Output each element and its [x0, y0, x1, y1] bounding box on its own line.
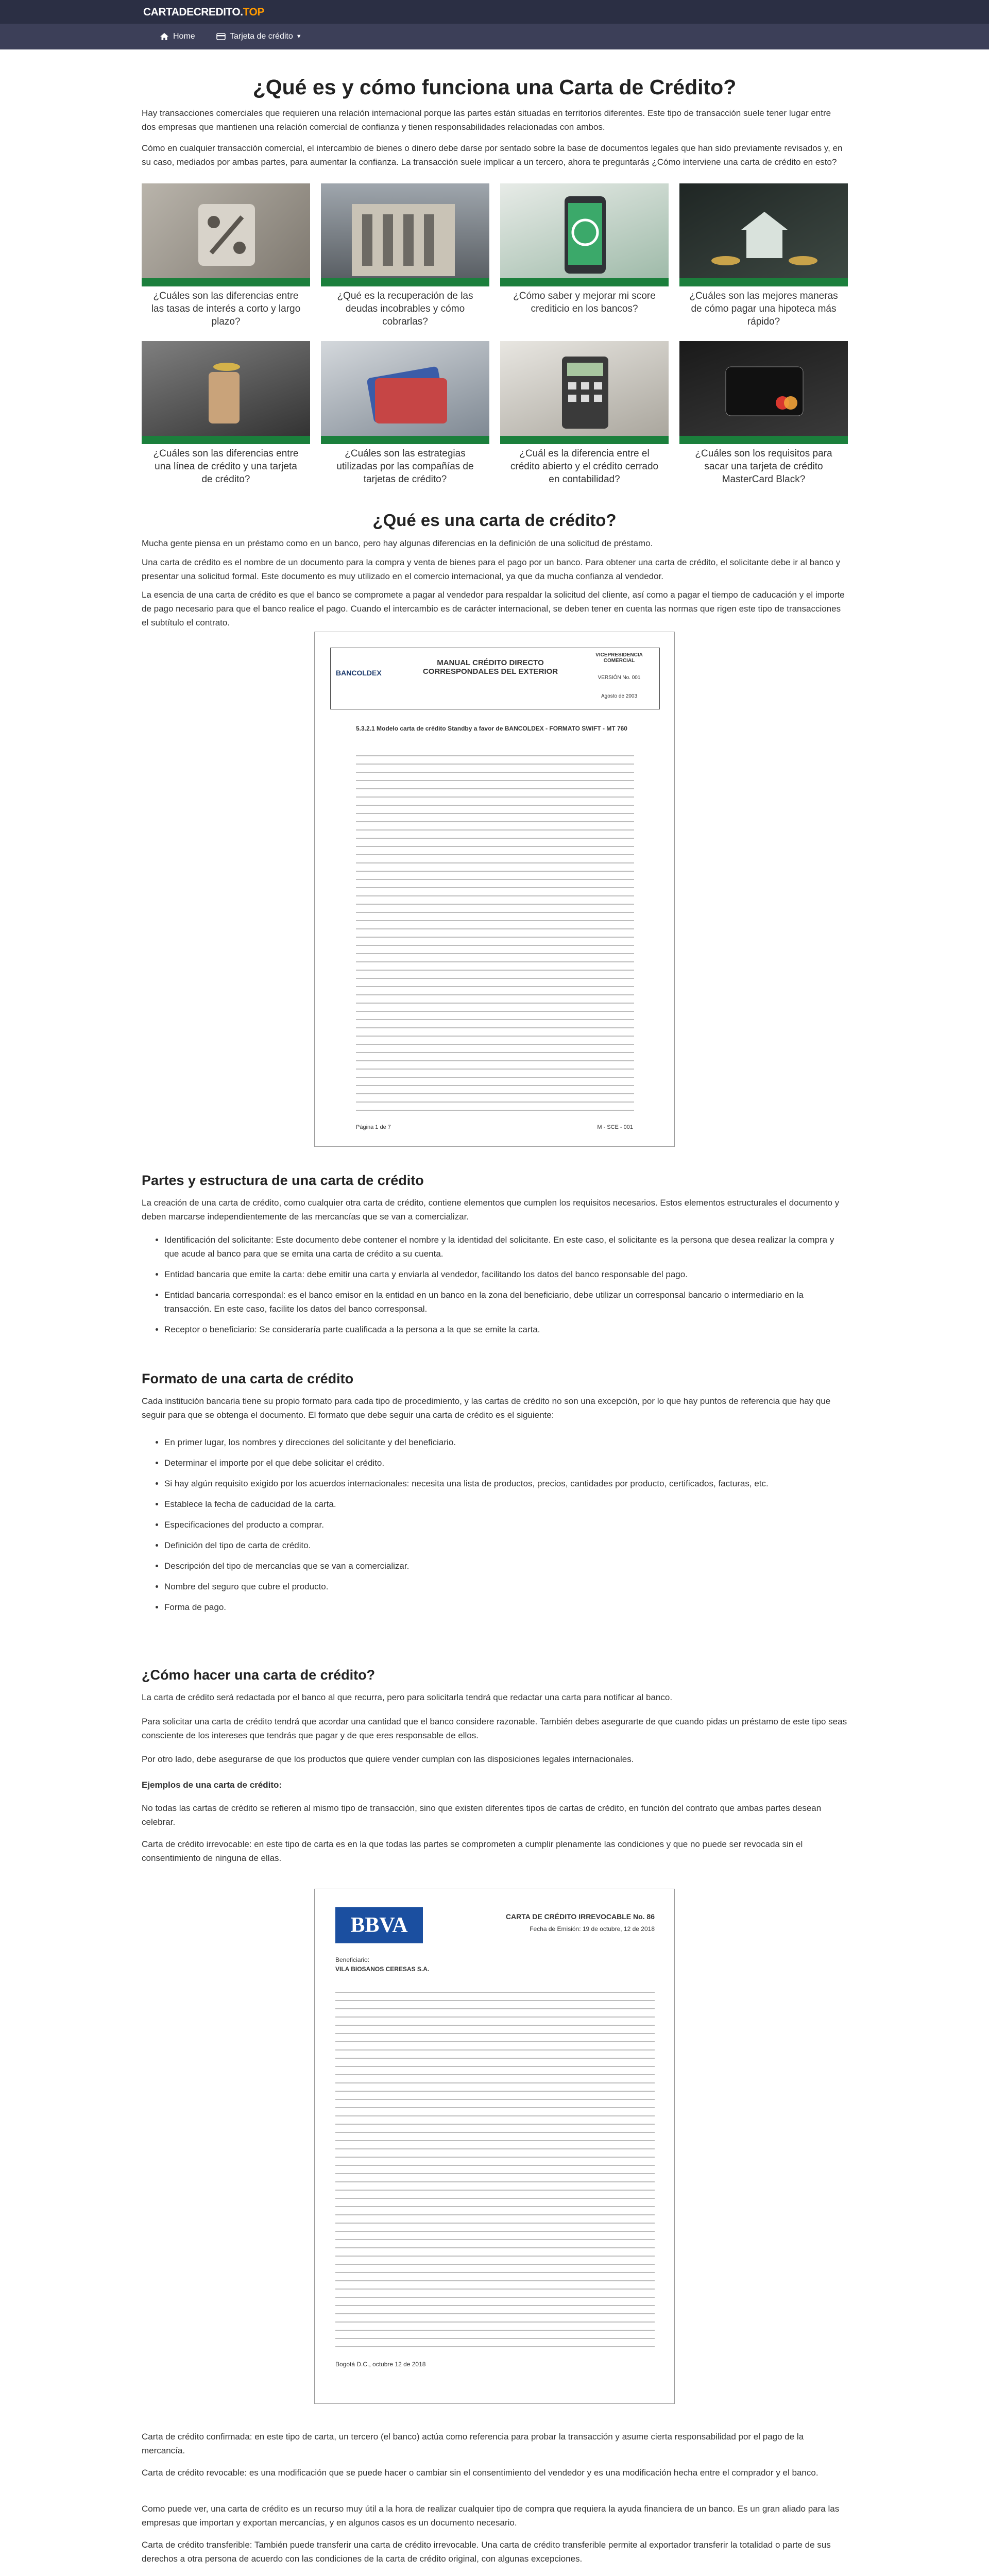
paragraph: Ejemplos de una carta de crédito: [142, 1780, 282, 1790]
bbva-logo: BBVA [335, 1907, 423, 1943]
list-item: • Forma de pago. [164, 1600, 847, 1614]
doc-body-text [335, 1987, 655, 2348]
list-item: • Establece la fecha de caducidad de la carta. [164, 1497, 847, 1511]
related-card[interactable]: ¿Qué es la recuperación de las deudas incobrables y cómo cobrarlas? [321, 183, 489, 328]
list-item: • Nombre del seguro que cubre el producto. [164, 1580, 847, 1594]
paragraph: Mucha gente piensa en un préstamo como en un banco, pero hay algunas diferencias en la definición de una solicitud de préstamo. [142, 538, 653, 548]
thumbnail-percent [142, 183, 310, 286]
list-item: • Especificaciones del producto a comprar. [164, 1518, 847, 1532]
thumbnail-cards [321, 341, 489, 444]
thumbnail-calculator [500, 341, 669, 444]
article [142, 49, 847, 2564]
intro-paragraph: Cómo en cualquier transacción comercial, el intercambio de bienes o dinero debe darse por sentado sobre la base de documentos legales que han sido previamente revisados y, en su caso, mediados por ambas partes, para aumentar la confianza. La transacción suele implicar a un tercero, ahora te preguntarás ¿Cómo interviene una carta de crédito en esto? [142, 143, 843, 167]
chevron-down-icon: ▼ [296, 33, 302, 40]
thumbnail-coins [679, 183, 848, 286]
list-item: • Definición del tipo de carta de crédito. [164, 1538, 847, 1552]
paragraph: No todas las cartas de crédito se refieren al mismo tipo de transacción, sino que existen diferentes tipos de cartas de crédito, en función del contrato que ambas partes desean celebrar. [142, 1803, 822, 1827]
section-heading: ¿Qué es una carta de crédito? [372, 511, 617, 530]
list-item: • Descripción del tipo de mercancías que se van a comercializar. [164, 1559, 847, 1573]
nav-home[interactable]: Home [160, 24, 195, 49]
list-item: • Si hay algún requisito exigido por los acuerdos internacionales: necesita una lista de productos, precios, cantidades por producto, certificados, facturas, etc. [164, 1477, 847, 1490]
section-heading: ¿Cómo hacer una carta de crédito? [142, 1667, 376, 1683]
doc-heading: MANUAL CRÉDITO DIRECTO CORRESPONDALES DEL EXTERIOR [422, 658, 558, 676]
thumbnail-black-card [679, 341, 848, 444]
list-item: • Entidad bancaria que emite la carta: debe emitir una carta y enviarla al vendedor, facilitando los datos del banco responsable del pago. [164, 1267, 847, 1281]
thumbnail-building [321, 183, 489, 286]
list-item: • En primer lugar, los nombres y direcciones del solicitante y del beneficiario. [164, 1435, 847, 1449]
section-heading: Partes y estructura de una carta de crédito [142, 1173, 424, 1188]
thumbnail-hand-coins [142, 341, 310, 444]
bank-logo: BANCOLDEX [336, 669, 382, 677]
list-item: • Receptor o beneficiario: Se consideraría parte cualificada a la persona a la que se emite la carta. [164, 1323, 847, 1336]
doc-body-text [356, 751, 634, 1111]
house-coins-icon [679, 183, 848, 286]
paragraph: La esencia de una carta de crédito es que el banco se compromete a pagar al vendedor para respaldar la solicitud del cliente, así como a pagar el tiempo de caducación y el importe de pago necesario para que el banco realice el pago. Cuando el intercambio es de carácter internacional, se deben tener en cuenta las normas que rigen este tipo de transacciones el subtítulo el contrato. [142, 590, 845, 628]
parts-list [164, 1233, 847, 1336]
related-card[interactable]: ¿Cuáles son las diferencias entre una línea de crédito y una tarjeta de crédito? [142, 341, 310, 486]
top-bar [0, 0, 989, 24]
paragraph: La creación de una carta de crédito, como cualquier otra carta de crédito, contiene elementos que cumplen los requisitos necesarios. Estos elementos estructurales el documento y deben marcarse independientemente de las mercancías que se van a comercializar. [142, 1198, 840, 1222]
calculator-icon [500, 341, 669, 444]
main-nav [0, 24, 989, 49]
home-icon [160, 32, 169, 41]
related-card[interactable]: ¿Cuáles son los requisitos para sacar una tarjeta de crédito MasterCard Black? [679, 341, 848, 486]
paragraph: Una carta de crédito es el nombre de un documento para la compra y venta de bienes para el pago por un banco. Para obtener una carta de crédito, el solicitante debe ir al banco y presentar una solicitud formal. Este documento es muy utilizado en el comercio internacional, ya que da mucha confianza al vendedor. [142, 557, 841, 581]
site-logo[interactable]: CARTADECREDITO.TOP [143, 6, 264, 18]
card-icon [216, 33, 226, 40]
phone-icon [500, 183, 669, 286]
document-image-bbva: BBVA CARTA DE CRÉDITO IRREVOCABLE No. 86 Fecha de Emisión: 19 de octubre, 12 de 2018 Beneficiario: VILA BIOSANOS CERESAS S.A. Bogotá D.C., octubre 12 de 2018 [314, 1889, 675, 2404]
paragraph: Carta de crédito transferible: También puede transferir una carta de crédito irrevocable. Una carta de crédito transferible permite al exportador transferir la totalidad o parte de sus derechos a otra persona de acuerdo con las condiciones de la carta de crédito original, con algunas excepciones. [142, 2540, 831, 2564]
percent-icon [142, 183, 310, 286]
related-card[interactable]: ¿Cuáles son las estrategias utilizadas por las compañías de tarjetas de crédito? [321, 341, 489, 486]
paragraph: Carta de crédito irrevocable: en este tipo de carta es en la que todas las partes se comprometen a cumplir plenamente las condiciones y que no puede ser revocada sin el consentimiento de ninguna de ellas. [142, 1839, 803, 1863]
format-list [164, 1435, 847, 1614]
thumbnail-phone [500, 183, 669, 286]
list-item: • Determinar el importe por el que debe solicitar el crédito. [164, 1456, 847, 1470]
building-icon [321, 183, 489, 286]
page-title: ¿Qué es y cómo funciona una Carta de Crédito? [252, 75, 737, 99]
list-item: • Identificación del solicitante: Este documento debe contener el nombre y la identidad del solicitante. En este caso, el solicitante es la persona que desea realizar la compra y que acude al banco para que se emita una carta de crédito a su cuenta. [164, 1233, 847, 1261]
paragraph: La carta de crédito será redactada por el banco al que recurra, pero para solicitarla tendrá que redactar una carta para notificar al banco. [142, 1692, 673, 1702]
intro-paragraph: Hay transacciones comerciales que requieren una relación internacional porque las partes están situadas en territorios diferentes. Este tipo de transacción suele tener lugar entre dos empresas que mantienen una relación comercial de confianza y tienen responsabilidades relacionadas con ambos. [142, 108, 831, 132]
related-grid [142, 183, 847, 486]
list-item: • Entidad bancaria correspondal: es el banco emisor en la entidad en un banco en la zona del beneficiario, debe utilizar un corresponsal bancario o intermediario en la transacción. En este caso, facilite los datos del banco corresponsal. [164, 1288, 847, 1316]
related-card[interactable]: ¿Cuáles son las diferencias entre las tasas de interés a corto y largo plazo? [142, 183, 310, 328]
hand-coins-icon [142, 341, 310, 444]
black-card-icon [679, 341, 848, 444]
paragraph: Para solicitar una carta de crédito tendrá que acordar una cantidad que el banco considere razonable. También debes asegurarte de que cuando pidas un préstamo de este tipo seas consciente de los intereses que tendrás que pagar y de que eres responsable de ellos. [142, 1717, 847, 1740]
related-card[interactable]: ¿Cuáles son las mejores maneras de cómo pagar una hipoteca más rápido? [679, 183, 848, 328]
related-card[interactable]: ¿Cómo saber y mejorar mi score crediticio en los bancos? [500, 183, 669, 328]
paragraph: Carta de crédito confirmada: en este tipo de carta, un tercero (el banco) actúa como referencia para probar la transacción y asume cierta responsabilidad por el pago de la mercancía. [142, 2432, 804, 2455]
paragraph: Como puede ver, una carta de crédito es un recurso muy útil a la hora de realizar cualquier tipo de compra que requiera la ayuda financiera de un banco. Es un gran aliado para las empresas que importan y exportan mercancías, y en algunos casos es un documento necesario. [142, 2504, 840, 2528]
section-heading: Formato de una carta de crédito [142, 1371, 354, 1386]
document-image-bancoldex: BANCOLDEX MANUAL CRÉDITO DIRECTO CORRESPONDALES DEL EXTERIOR VICEPRESIDENCIA COMERCIAL VERSIÓN No. 001 Agosto de 2003 5.3.2.1 Modelo carta de crédito Standby a favor de BANCOLDEX - FORMATO SWIFT - MT 760 Página 1 de 7 M - SCE - 001 [314, 632, 675, 1147]
credit-cards-icon [321, 341, 489, 444]
paragraph: Carta de crédito revocable: es una modificación que se puede hacer o cambiar sin el consentimiento del vendedor y es una modificación hecha entre el comprador y el banco. [142, 2468, 819, 2478]
paragraph: Por otro lado, debe asegurarse de que los productos que quiere vender cumplan con las disposiciones legales internacionales. [142, 1754, 634, 1764]
related-card[interactable]: ¿Cuál es la diferencia entre el crédito abierto y el crédito cerrado en contabilidad? [500, 341, 669, 486]
paragraph: Cada institución bancaria tiene su propio formato para cada tipo de procedimiento, y las cartas de crédito no son una excepción, por lo que hay puntos de referencia que hay que seguir para que se obtenga el documento. El formato que debe seguir una carta de crédito es el siguiente: [142, 1396, 831, 1420]
nav-tarjetas[interactable]: Tarjeta de crédito ▼ [216, 24, 302, 49]
